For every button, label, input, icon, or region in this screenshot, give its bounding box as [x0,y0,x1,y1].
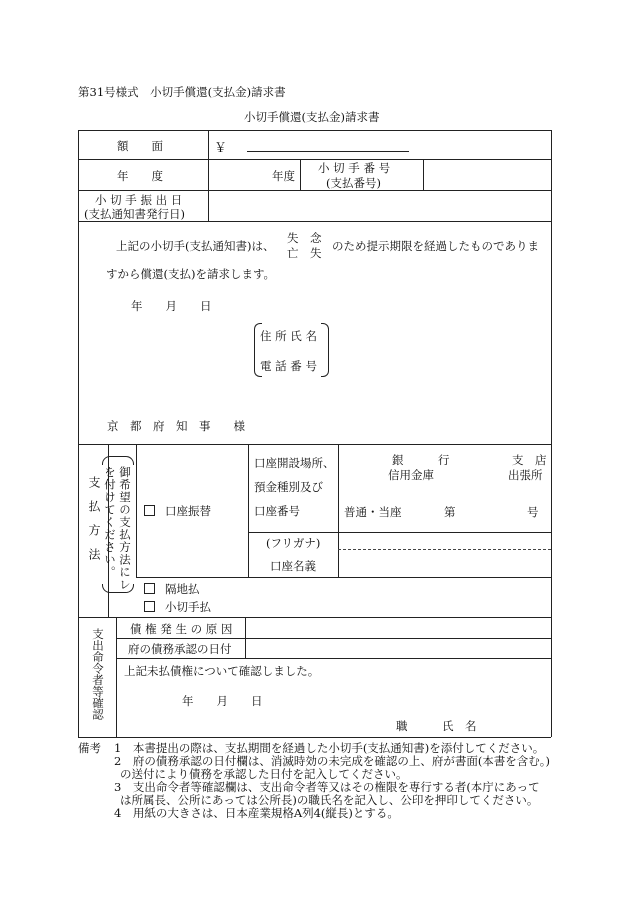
issue-date-label: 小 切 手 振 出 日 [95,193,183,207]
confirmed-text: 上記未払債権について確認しました。 [124,664,320,678]
phone-label: 電 話 番 号 [260,359,317,373]
note-3: 3 支出命令者等確認欄は、支出命令者等又はその権限を専行する者(本庁にあって [114,780,540,794]
branch-label: 支 店 [512,453,547,467]
option-check-label: 小切手払 [165,600,211,614]
option-check[interactable] [144,599,211,615]
amount-field[interactable] [247,151,409,152]
account-info-1: 口座開設場所、 [254,456,335,470]
account-info-3: 口座番号 [254,504,300,518]
account-info-2: 預金種別及び [254,480,323,494]
note-2-cont: の送付により債務を承認した日付を記入してください。 [120,767,408,781]
approval-date-label: 府の債務承認の日付 [128,642,232,656]
payment-method-label: 支払方法 [87,476,101,572]
debt-cause-label: 債 権 発 生 の 原 因 [130,622,233,636]
notes-label: 備考 [78,741,101,755]
credit-union-label: 信用金庫 [388,468,434,482]
account-type: 普通・当座 [344,505,402,519]
year-suffix: 年度 [272,169,295,183]
note-3-cont: は所属長、公所にあっては公所長)の職氏名を記入し、公印を押印してください。 [120,793,539,807]
option-remote[interactable] [144,581,200,597]
year-label: 年 度 [117,169,163,183]
option-transfer-label: 口座振替 [165,504,211,518]
form-number: 第31号様式 小切手償還(支払金)請求書 [78,85,286,99]
signature-label: 職 氏 名 [396,719,477,733]
form-title: 小切手償還(支払金)請求書 [244,110,380,124]
transfer-checkbox[interactable] [144,505,155,516]
request-text-3: すから償還(支払)を請求します。 [106,267,276,281]
lost-label: 失 念 [287,231,322,245]
option-remote-label: 隔地払 [165,582,200,596]
lost-label-2: 亡 失 [287,246,322,260]
payment-note-1: 御希望の支払方法にレ [118,466,132,591]
address-name-label: 住 所 氏 名 [260,329,317,343]
confirmation-date-line: 年 月 日 [182,694,263,708]
request-text-1: 上記の小切手(支払通知書)は、 [116,239,275,253]
addressee: 京 都 府 知 事 様 [107,419,245,433]
check-checkbox[interactable] [144,601,155,612]
request-text-2: のため提示期限を経過したものでありま [332,239,539,253]
account-name-label: 口座名義 [270,559,316,573]
issue-date-sublabel: (支払通知書発行日) [84,207,185,221]
note-1: 1 本書提出の際は、支払期間を経過した小切手(支払通知書)を添付してください。 [114,741,545,755]
furigana-label: (フリガナ) [266,536,321,550]
option-transfer[interactable] [144,503,211,519]
request-date-line: 年 月 日 [131,299,212,313]
yen-sign: ￥ [214,141,228,156]
branch-office-label: 出張所 [508,468,543,482]
note-4: 4 用紙の大きさは、日本産業規格A列4(縦長)とする。 [114,806,399,820]
confirmation-section-label: 支出命令者等確認 [91,628,105,720]
bank-label: 銀 行 [392,453,450,467]
account-number-suffix: 号 [527,505,539,519]
amount-label: 額 面 [117,139,163,153]
note-2: 2 府の債務承認の日付欄は、消滅時効の未完成を確認の上、府が書面(本書を含む。) [114,754,551,768]
account-number-prefix: 第 [444,505,456,519]
payment-number-label: (支払番号) [326,176,381,190]
check-number-label: 小 切 手 番 号 [318,161,391,175]
payment-note-2: を付けてください。 [103,466,117,579]
remote-checkbox[interactable] [144,583,155,594]
